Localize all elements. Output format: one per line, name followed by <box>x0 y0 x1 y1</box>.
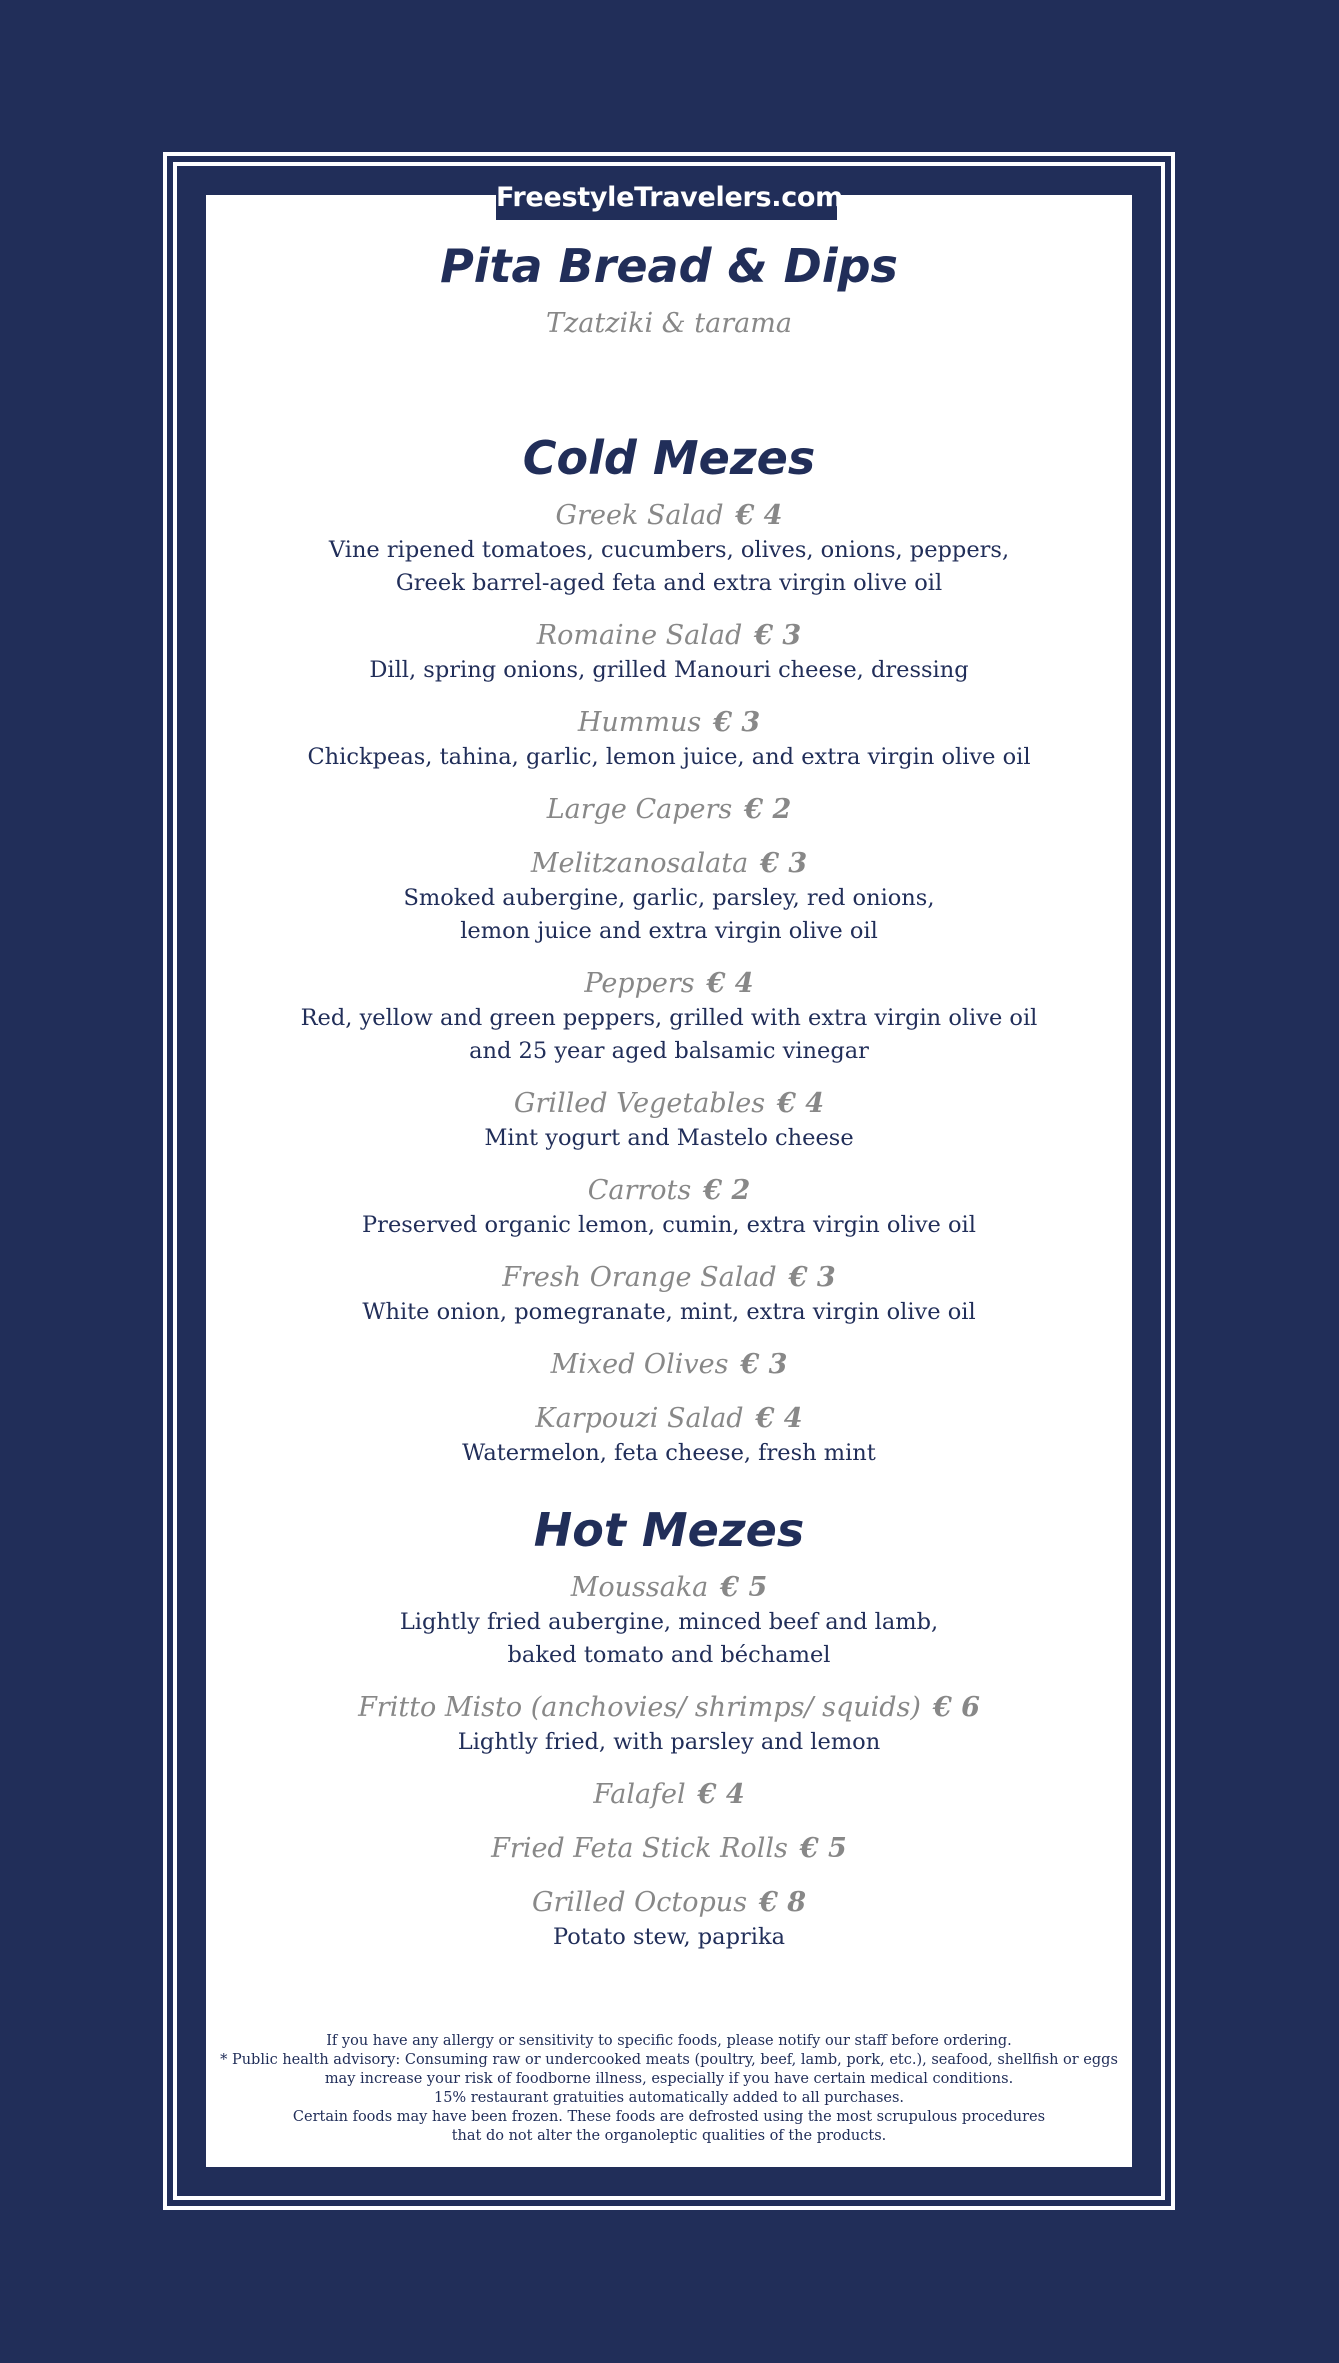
menu-item-price: € 8 <box>759 1887 807 1918</box>
menu-item-description: Chickpeas, tahina, garlic, lemon juice, and extra virgin olive oil <box>307 744 1031 770</box>
menu-item-name: Large Capers <box>546 794 733 825</box>
menu-item-name: Peppers <box>584 968 695 999</box>
menu-item-price: € 4 <box>777 1088 825 1119</box>
menu-item-description: White onion, pomegranate, mint, extra virgin olive oil <box>362 1299 976 1325</box>
menu-item-price: € 4 <box>697 1779 745 1810</box>
menu-item-heading <box>206 1260 1132 1296</box>
menu-item <box>206 618 1132 687</box>
menu-item <box>206 792 1132 828</box>
menu-item-description: Preserved organic lemon, cumin, extra virgin olive oil <box>362 1212 976 1238</box>
menu-item-name: Romaine Salad <box>536 620 743 651</box>
menu-item-name: Karpouzi Salad <box>535 1403 744 1434</box>
menu-item-price: € 6 <box>932 1692 980 1723</box>
menu-item-description: Lightly fried aubergine, minced beef and lamb, baked tomato and béchamel <box>399 1609 939 1668</box>
cold-section-title: Cold Mezes <box>522 431 816 485</box>
menu-item-price: € 3 <box>713 707 761 738</box>
menu-item-heading <box>206 1885 1132 1921</box>
menu-item-heading <box>206 498 1132 534</box>
menu-item-name: Fresh Orange Salad <box>502 1262 777 1293</box>
menu-item-description: Red, yellow and green peppers, grilled with extra virgin olive oil and 25 year aged balsamic vinegar <box>300 1005 1038 1064</box>
menu-item-description: Smoked aubergine, garlic, parsley, red onions, lemon juice and extra virgin olive oil <box>403 885 935 944</box>
hot-section-title: Hot Mezes <box>533 1503 805 1557</box>
menu-item-name: Grilled Vegetables <box>513 1088 766 1119</box>
menu-item <box>206 498 1132 600</box>
menu-item-name: Greek Salad <box>555 500 724 531</box>
menu-item-heading <box>206 1401 1132 1437</box>
menu-item-heading <box>206 1777 1132 1813</box>
menu-item-price: € 2 <box>744 794 792 825</box>
menu-item-price: € 4 <box>706 968 754 999</box>
menu-item <box>206 1570 1132 1672</box>
pita-note: Tzatziki & tarama <box>546 308 792 339</box>
menu-item-price: € 4 <box>735 500 783 531</box>
menu-item-price: € 3 <box>760 848 808 879</box>
brand-label: FreestyleTravelers.com <box>496 176 837 220</box>
menu-item-description: Potato stew, paprika <box>553 1924 785 1950</box>
menu-item <box>206 1347 1132 1383</box>
menu-item-heading <box>206 1086 1132 1122</box>
menu-item-description: Dill, spring onions, grilled Manouri cheese, dressing <box>369 657 969 683</box>
menu-item-name: Fried Feta Stick Rolls <box>491 1833 788 1864</box>
menu-item-heading <box>206 1347 1132 1383</box>
menu-item <box>206 1831 1132 1867</box>
menu-item-price: € 5 <box>720 1572 768 1603</box>
gratuity-note: 15% restaurant gratuities automatically added to all purchases. <box>433 2090 905 2106</box>
menu-item-price: € 3 <box>788 1262 836 1293</box>
menu-item-description: Lightly fried, with parsley and lemon <box>457 1729 881 1755</box>
menu-item-price: € 3 <box>754 620 802 651</box>
menu-item-name: Carrots <box>587 1175 692 1206</box>
menu-item-price: € 3 <box>740 1349 788 1380</box>
menu-item-heading <box>206 846 1132 882</box>
health-advisory: * Public health advisory: Consuming raw or undercooked meats (poultry, beef, lamb, pork, etc.), seafood, shellfish or eggs may increase your risk of foodborne illness, especially if you have certain medical conditions. <box>220 2052 1118 2087</box>
menu-item-name: Moussaka <box>570 1572 709 1603</box>
menu-item-price: € 5 <box>799 1833 847 1864</box>
menu-item-description: Mint yogurt and Mastelo cheese <box>484 1125 854 1151</box>
menu-item-name: Hummus <box>577 707 702 738</box>
menu-item-heading <box>206 618 1132 654</box>
menu-item-name: Fritto Misto (anchovies/ shrimps/ squids) <box>358 1692 921 1723</box>
frozen-foods-note: Certain foods may have been frozen. These foods are defrosted using the most scrupulous procedures that do not alter the organoleptic qualities of the products. <box>292 2109 1046 2144</box>
hot-items-list <box>206 1570 1132 1954</box>
menu-item-heading <box>206 1173 1132 1209</box>
menu-item <box>206 1401 1132 1470</box>
menu-item <box>206 705 1132 774</box>
menu-content <box>206 236 1132 1954</box>
menu-item-heading <box>206 1690 1132 1726</box>
pita-section-title: Pita Bread & Dips <box>440 239 898 293</box>
menu-item-price: € 4 <box>755 1403 803 1434</box>
menu-item-price: € 2 <box>703 1175 751 1206</box>
menu-item <box>206 1086 1132 1155</box>
menu-item-name: Melitzanosalata <box>530 848 749 879</box>
menu-item <box>206 846 1132 948</box>
menu-item <box>206 1260 1132 1329</box>
menu-item-name: Grilled Octopus <box>531 1887 748 1918</box>
menu-item <box>206 1777 1132 1813</box>
menu-item <box>206 1173 1132 1242</box>
cold-items-list <box>206 498 1132 1470</box>
menu-item-heading <box>206 705 1132 741</box>
menu-item-heading <box>206 1831 1132 1867</box>
menu-item-heading <box>206 966 1132 1002</box>
menu-item-heading <box>206 1570 1132 1606</box>
allergy-note: If you have any allergy or sensitivity to specific foods, please notify our staff before ordering. <box>326 2033 1012 2049</box>
footer-notes <box>206 2032 1132 2146</box>
menu-item-name: Mixed Olives <box>550 1349 729 1380</box>
menu-item-description: Vine ripened tomatoes, cucumbers, olives, onions, peppers, Greek barrel-aged feta and extra virgin olive oil <box>328 537 1010 596</box>
menu-item-heading <box>206 792 1132 828</box>
menu-item <box>206 966 1132 1068</box>
menu-item <box>206 1690 1132 1759</box>
menu-item-name: Falafel <box>593 1779 686 1810</box>
menu-item-description: Watermelon, feta cheese, fresh mint <box>462 1440 876 1466</box>
menu-item <box>206 1885 1132 1954</box>
